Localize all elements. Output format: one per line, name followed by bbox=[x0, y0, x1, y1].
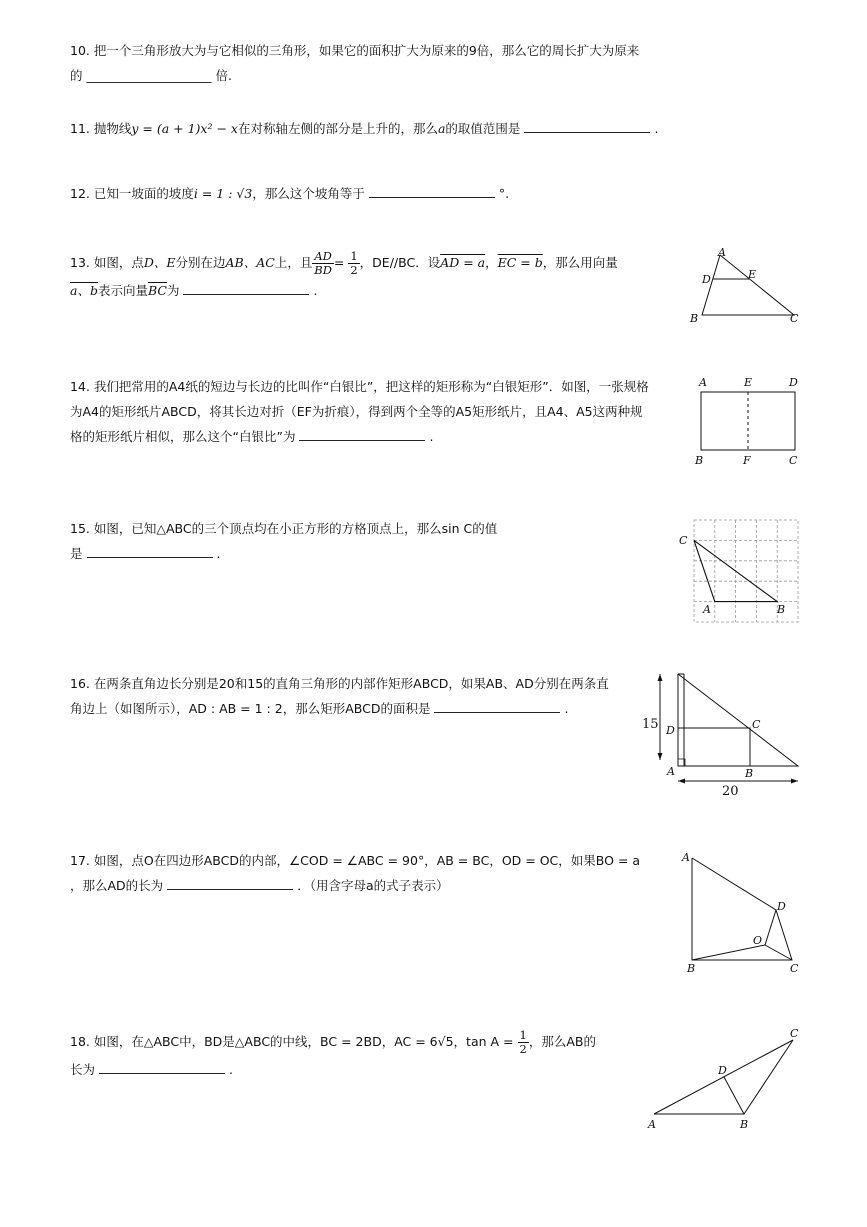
question-12-answer-blank[interactable] bbox=[369, 183, 495, 198]
figure-q16-right-triangle bbox=[638, 668, 804, 800]
question-18-tail: . bbox=[229, 1062, 233, 1077]
question-18 bbox=[70, 1027, 596, 1082]
question-18-frac-den: 2 bbox=[519, 1042, 527, 1056]
question-13-points-de: D、E bbox=[143, 255, 176, 270]
figure-q15-grid bbox=[675, 514, 803, 626]
question-13-separator: ， bbox=[485, 255, 498, 270]
figure-q18-label-c: C bbox=[790, 1027, 799, 1040]
question-13-text-4: ，DE//BC．设 bbox=[359, 255, 441, 270]
figure-q14-label-a: A bbox=[699, 376, 707, 389]
question-18-text-1: 18. 如图，在△ABC中，BD是△ABC的中线，BC = 2BD，AC = 6√5，tan A = bbox=[70, 1034, 518, 1049]
question-17 bbox=[70, 848, 640, 898]
question-11-variable: a bbox=[437, 121, 446, 136]
figure-q18-label-b: B bbox=[740, 1118, 749, 1131]
figure-q17-label-c: C bbox=[790, 962, 799, 975]
question-13-answer-blank[interactable] bbox=[183, 280, 309, 295]
figure-q14-label-e: E bbox=[744, 376, 753, 389]
question-13-tail: . bbox=[313, 283, 318, 298]
question-16-answer-blank[interactable] bbox=[434, 698, 560, 713]
figure-q15-label-b: B bbox=[777, 603, 786, 616]
question-13-vectors-ab: a、b bbox=[70, 283, 98, 298]
question-11-formula: y = (a + 1)x² − x bbox=[131, 121, 238, 136]
figure-q13-label-a: A bbox=[718, 247, 726, 259]
question-17-answer-blank[interactable] bbox=[167, 875, 293, 890]
question-13-frac2-num: 1 bbox=[350, 249, 358, 263]
figure-q16-label-20: 20 bbox=[722, 784, 739, 799]
question-16-line-2: 角边上（如图所示），AD : AB = 1 : 2，那么矩形ABCD的面积是 bbox=[70, 701, 431, 716]
figure-q17-label-b: B bbox=[687, 962, 696, 975]
question-13-frac2-den: 2 bbox=[350, 263, 358, 277]
question-16-tail: . bbox=[564, 701, 569, 716]
question-13-frac-eq: = bbox=[333, 255, 349, 270]
figure-q14-label-b: B bbox=[695, 454, 704, 466]
question-10-line-1: 10. 把一个三角形放大为与它相似的三角形，如果它的面积扩大为原来的9倍，那么它的周长扩大为原来 bbox=[70, 43, 640, 58]
figure-q16-label-d: D bbox=[666, 724, 675, 737]
question-11-answer-blank[interactable] bbox=[524, 118, 650, 133]
question-17-line-1: 17. 如图，点O在四边形ABCD的内部，∠COD = ∠ABC = 90°，AB = BC，OD = OC，如果BO = a bbox=[70, 853, 641, 868]
figure-q16-label-c: C bbox=[752, 718, 761, 731]
question-16 bbox=[70, 671, 609, 721]
question-12 bbox=[70, 181, 509, 206]
question-13-vector-ec: EC = b bbox=[497, 255, 543, 270]
question-14-answer-blank[interactable] bbox=[299, 426, 425, 441]
question-12-text-before: 12. 已知一坡面的坡度 bbox=[70, 186, 194, 201]
question-11-tail: . bbox=[654, 121, 659, 136]
question-13-sides: AB、AC bbox=[225, 255, 275, 270]
question-17-tail: ．（用含字母a的式子表示） bbox=[297, 878, 449, 893]
figure-q18-label-a: A bbox=[648, 1118, 656, 1131]
question-13-text-3: 上，且 bbox=[274, 255, 313, 270]
question-13-text-7: 为 bbox=[166, 283, 180, 298]
question-12-formula: i = 1 : √3 bbox=[193, 186, 253, 201]
figure-q18-label-d: D bbox=[718, 1064, 727, 1077]
figure-q16-label-b: B bbox=[745, 767, 754, 780]
question-11 bbox=[70, 116, 658, 141]
question-13-frac-den: BD bbox=[314, 263, 332, 277]
figure-q17-label-d: D bbox=[777, 900, 786, 913]
question-10-line-2: 的 ____________________ 倍. bbox=[70, 68, 232, 83]
question-14-tail: . bbox=[429, 429, 434, 444]
question-12-tail: °. bbox=[498, 186, 510, 201]
figure-q17-label-a: A bbox=[682, 851, 690, 864]
figure-q14-label-f: F bbox=[743, 454, 751, 466]
question-15-answer-blank[interactable] bbox=[87, 543, 213, 558]
question-13-vector-ad: AD = a bbox=[440, 255, 486, 270]
figure-q14-rectangle bbox=[693, 374, 805, 466]
question-18-text-2: ，那么AB的 bbox=[528, 1034, 596, 1049]
question-18-fraction bbox=[518, 1029, 529, 1056]
figure-q16-label-15: 15 bbox=[642, 717, 659, 732]
figure-q17-label-o: O bbox=[753, 934, 763, 947]
figure-q13-label-b: B bbox=[690, 312, 699, 325]
question-13-frac-num: AD bbox=[314, 249, 332, 263]
question-15-line-2: 是 bbox=[70, 546, 83, 561]
question-18-frac-num: 1 bbox=[519, 1028, 527, 1042]
question-15-tail: . bbox=[216, 546, 221, 561]
question-15 bbox=[70, 516, 497, 566]
question-14-line-3: 格的矩形纸片相似，那么这个“白银比”为 bbox=[70, 429, 296, 444]
figure-q16-label-a: A bbox=[667, 765, 675, 778]
question-13-fraction bbox=[312, 250, 334, 277]
figure-q15-label-a: A bbox=[703, 603, 711, 616]
question-13-text-2: 分别在边 bbox=[175, 255, 226, 270]
question-11-text-before: 11. 抛物线 bbox=[70, 121, 132, 136]
question-14 bbox=[70, 374, 649, 449]
figure-q13-label-c: C bbox=[790, 312, 799, 325]
question-15-line-1: 15. 如图，已知△ABC的三个顶点均在小正方形的方格顶点上，那么sin C的值 bbox=[70, 521, 498, 536]
question-13-fraction-2 bbox=[348, 250, 359, 277]
figure-q14-label-c: C bbox=[789, 454, 798, 466]
question-13-text-1: 13. 如图，点 bbox=[70, 255, 144, 270]
question-14-line-1: 14. 我们把常用的A4纸的短边与长边的比叫作“白银比”，把这样的矩形称为“白银矩形”．如图，一张规格 bbox=[70, 379, 649, 394]
question-11-text-end: 的取值范围是 bbox=[445, 121, 521, 136]
figure-q17-quadrilateral bbox=[680, 848, 804, 978]
figure-q15-label-c: C bbox=[679, 534, 688, 547]
question-14-line-2: 为A4的矩形纸片ABCD，将其长边对折（EF为折痕），得到两个全等的A5矩形纸片，且A4、A5这两种规 bbox=[70, 404, 643, 419]
question-10 bbox=[70, 38, 639, 88]
question-18-answer-blank[interactable] bbox=[99, 1059, 225, 1074]
question-13-text-6: 表示向量 bbox=[97, 283, 148, 298]
figure-q13-triangle bbox=[684, 247, 804, 327]
question-13 bbox=[70, 248, 618, 303]
question-13-vector-bc: $\overline{BC}$ bbox=[147, 283, 167, 298]
figure-q13-label-d: D bbox=[702, 273, 711, 286]
figure-q13-label-e: E bbox=[748, 268, 757, 281]
question-18-line-2: 长为 bbox=[70, 1062, 96, 1077]
question-11-text-after: 在对称轴左侧的部分是上升的，那么 bbox=[237, 121, 438, 136]
question-16-line-1: 16. 在两条直角边长分别是20和15的直角三角形的内部作矩形ABCD，如果AB、AD分别在两条直 bbox=[70, 676, 609, 691]
figure-q18-triangle bbox=[640, 1024, 806, 1136]
figure-q14-label-d: D bbox=[789, 376, 798, 389]
question-13-text-5: ，那么用向量 bbox=[542, 255, 618, 270]
question-12-text-after: ，那么这个坡角等于 bbox=[252, 186, 365, 201]
question-17-line-2: ，那么AD的长为 bbox=[70, 878, 164, 893]
